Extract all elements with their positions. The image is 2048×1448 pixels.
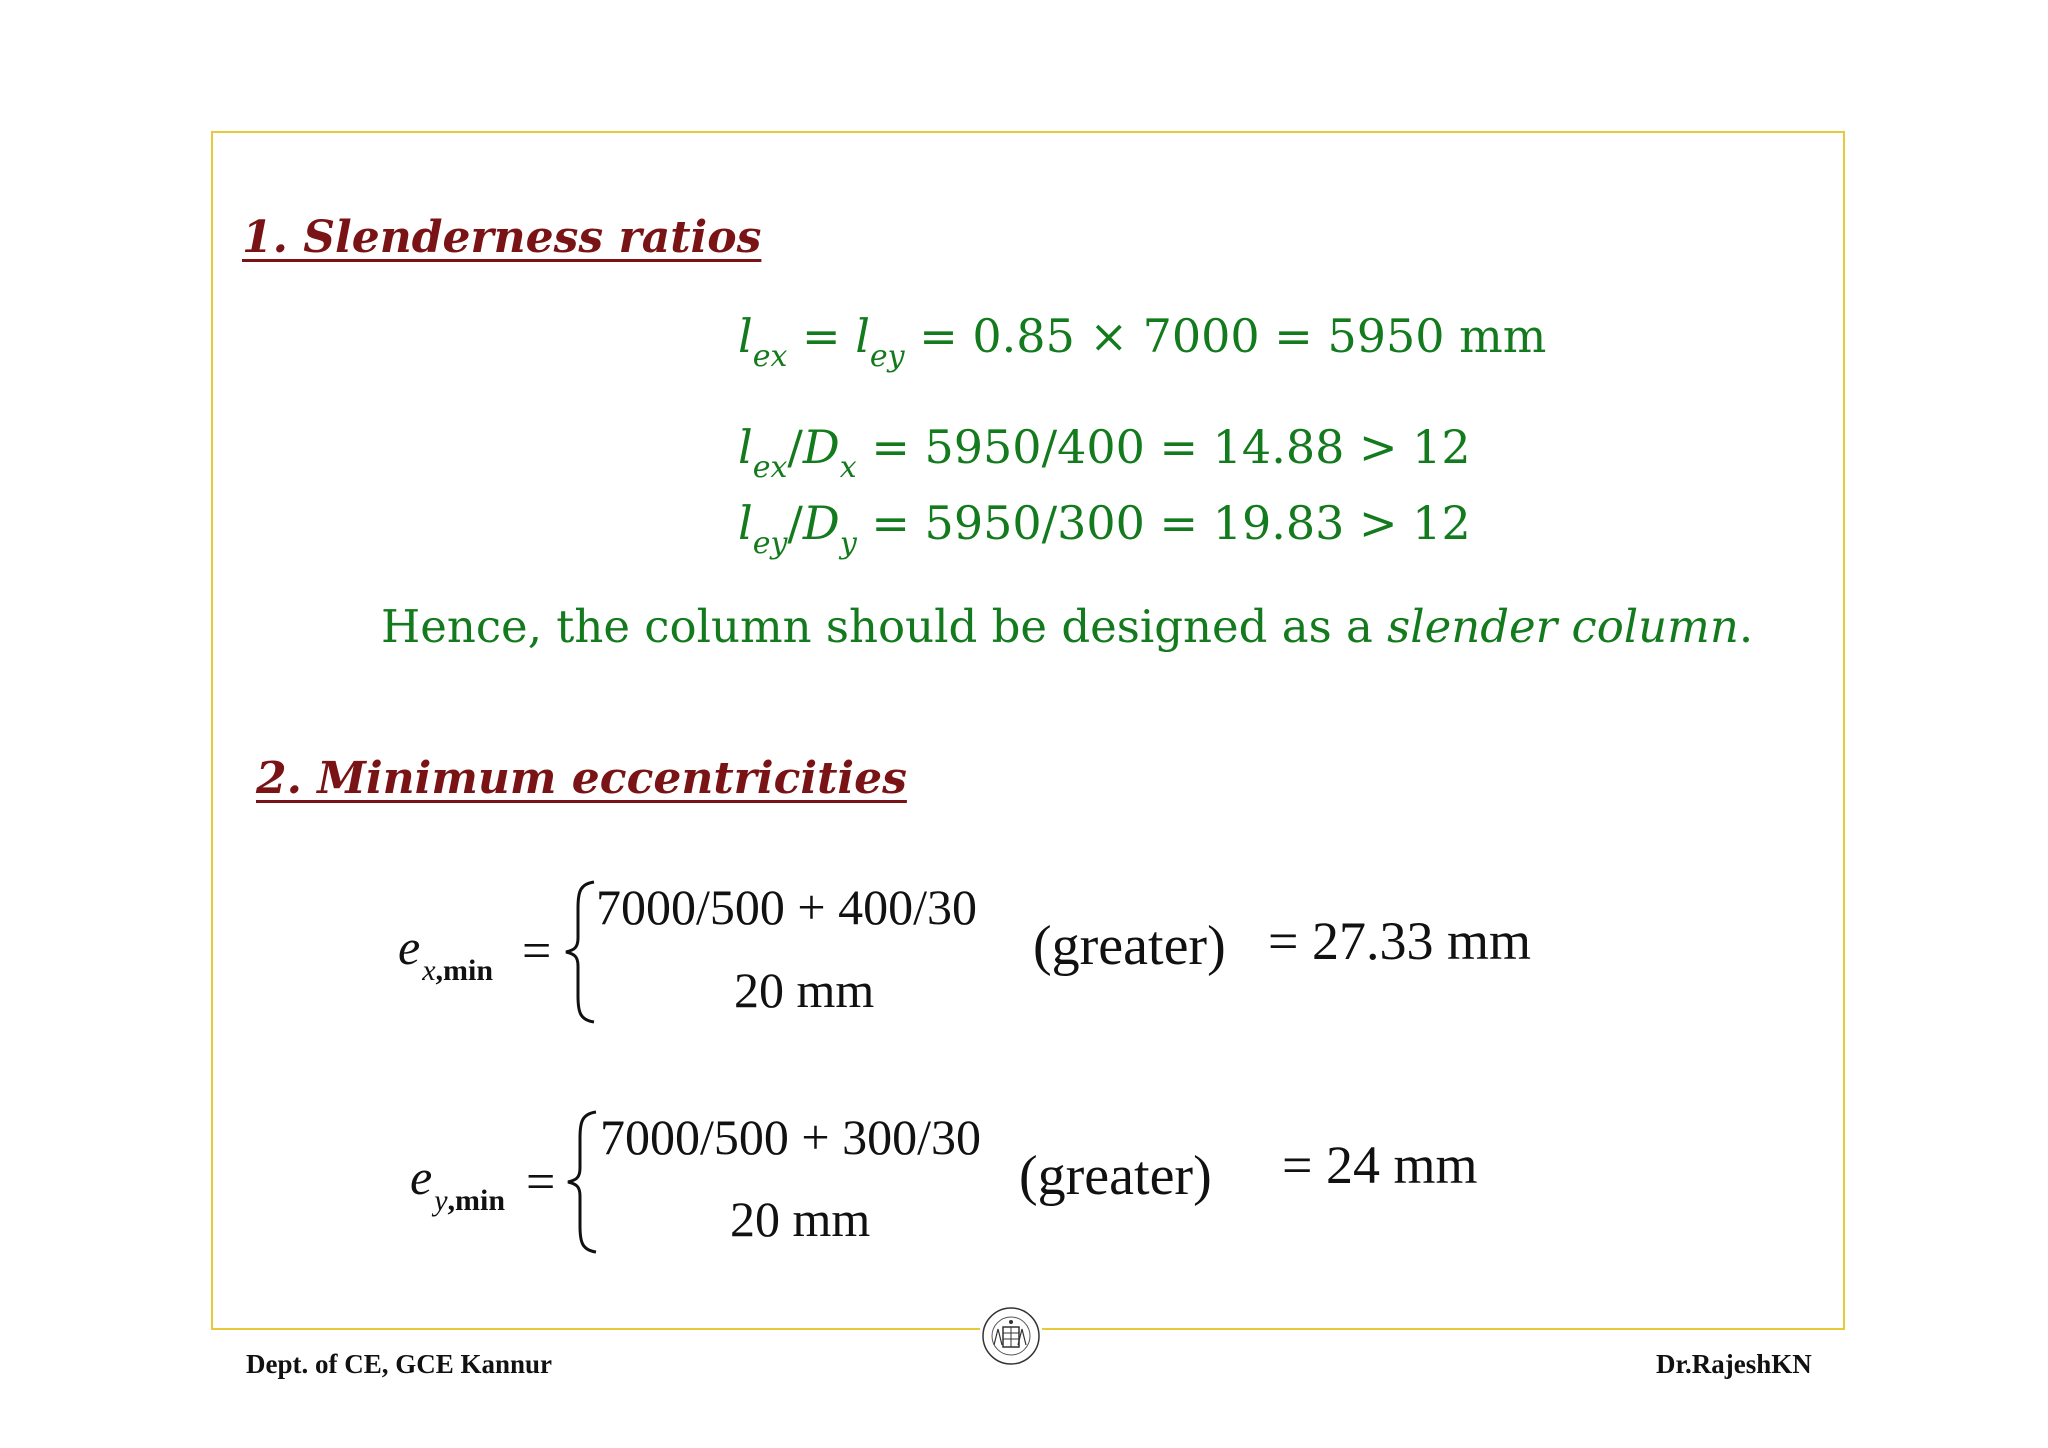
college-emblem-icon [980, 1305, 1042, 1367]
effective-length-equation: $l_{ex} = l_{ey} = 0.85 \times 7000 = 5950$ mm [738, 309, 1547, 374]
ey-min-option-1: 7000/500 + 300/30 [600, 1109, 981, 1165]
ey-min-symbol: $e_{y,min}$ [410, 1149, 506, 1217]
slender-column-conclusion: Hence, the column should be designed as a slender column. [381, 600, 1754, 653]
ex-min-symbol: $e_{x,min}$ [398, 919, 494, 987]
ex-min-result: = 27.33 mm [1268, 911, 1531, 971]
section-heading-eccentricities: 2. Minimum eccentricities [256, 753, 907, 804]
ey-min-equals: = [526, 1154, 556, 1211]
ex-min-greater: (greater) [1033, 915, 1226, 977]
ey-min-result: = 24 mm [1282, 1135, 1478, 1195]
slenderness-x-equation: $l_{ex}/D_x = 5950/400 = 14.88 > 12$ [738, 420, 1471, 485]
section-heading-slenderness: 1. Slenderness ratios [242, 212, 762, 263]
footer-department: Dept. of CE, GCE Kannur [246, 1349, 553, 1379]
ex-min-equals: = [522, 923, 552, 980]
ex-min-option-2: 20 mm [734, 962, 875, 1018]
ex-min-option-1: 7000/500 + 400/30 [596, 879, 977, 935]
ey-min-option-2: 20 mm [730, 1191, 871, 1247]
ey-min-greater: (greater) [1019, 1145, 1212, 1207]
ey-min-brace-icon [564, 1108, 604, 1256]
footer-author: Dr.RajeshKN [1656, 1349, 1812, 1379]
slenderness-y-equation: $l_{ey}/D_y = 5950/300 = 19.83 > 12$ [738, 496, 1471, 561]
